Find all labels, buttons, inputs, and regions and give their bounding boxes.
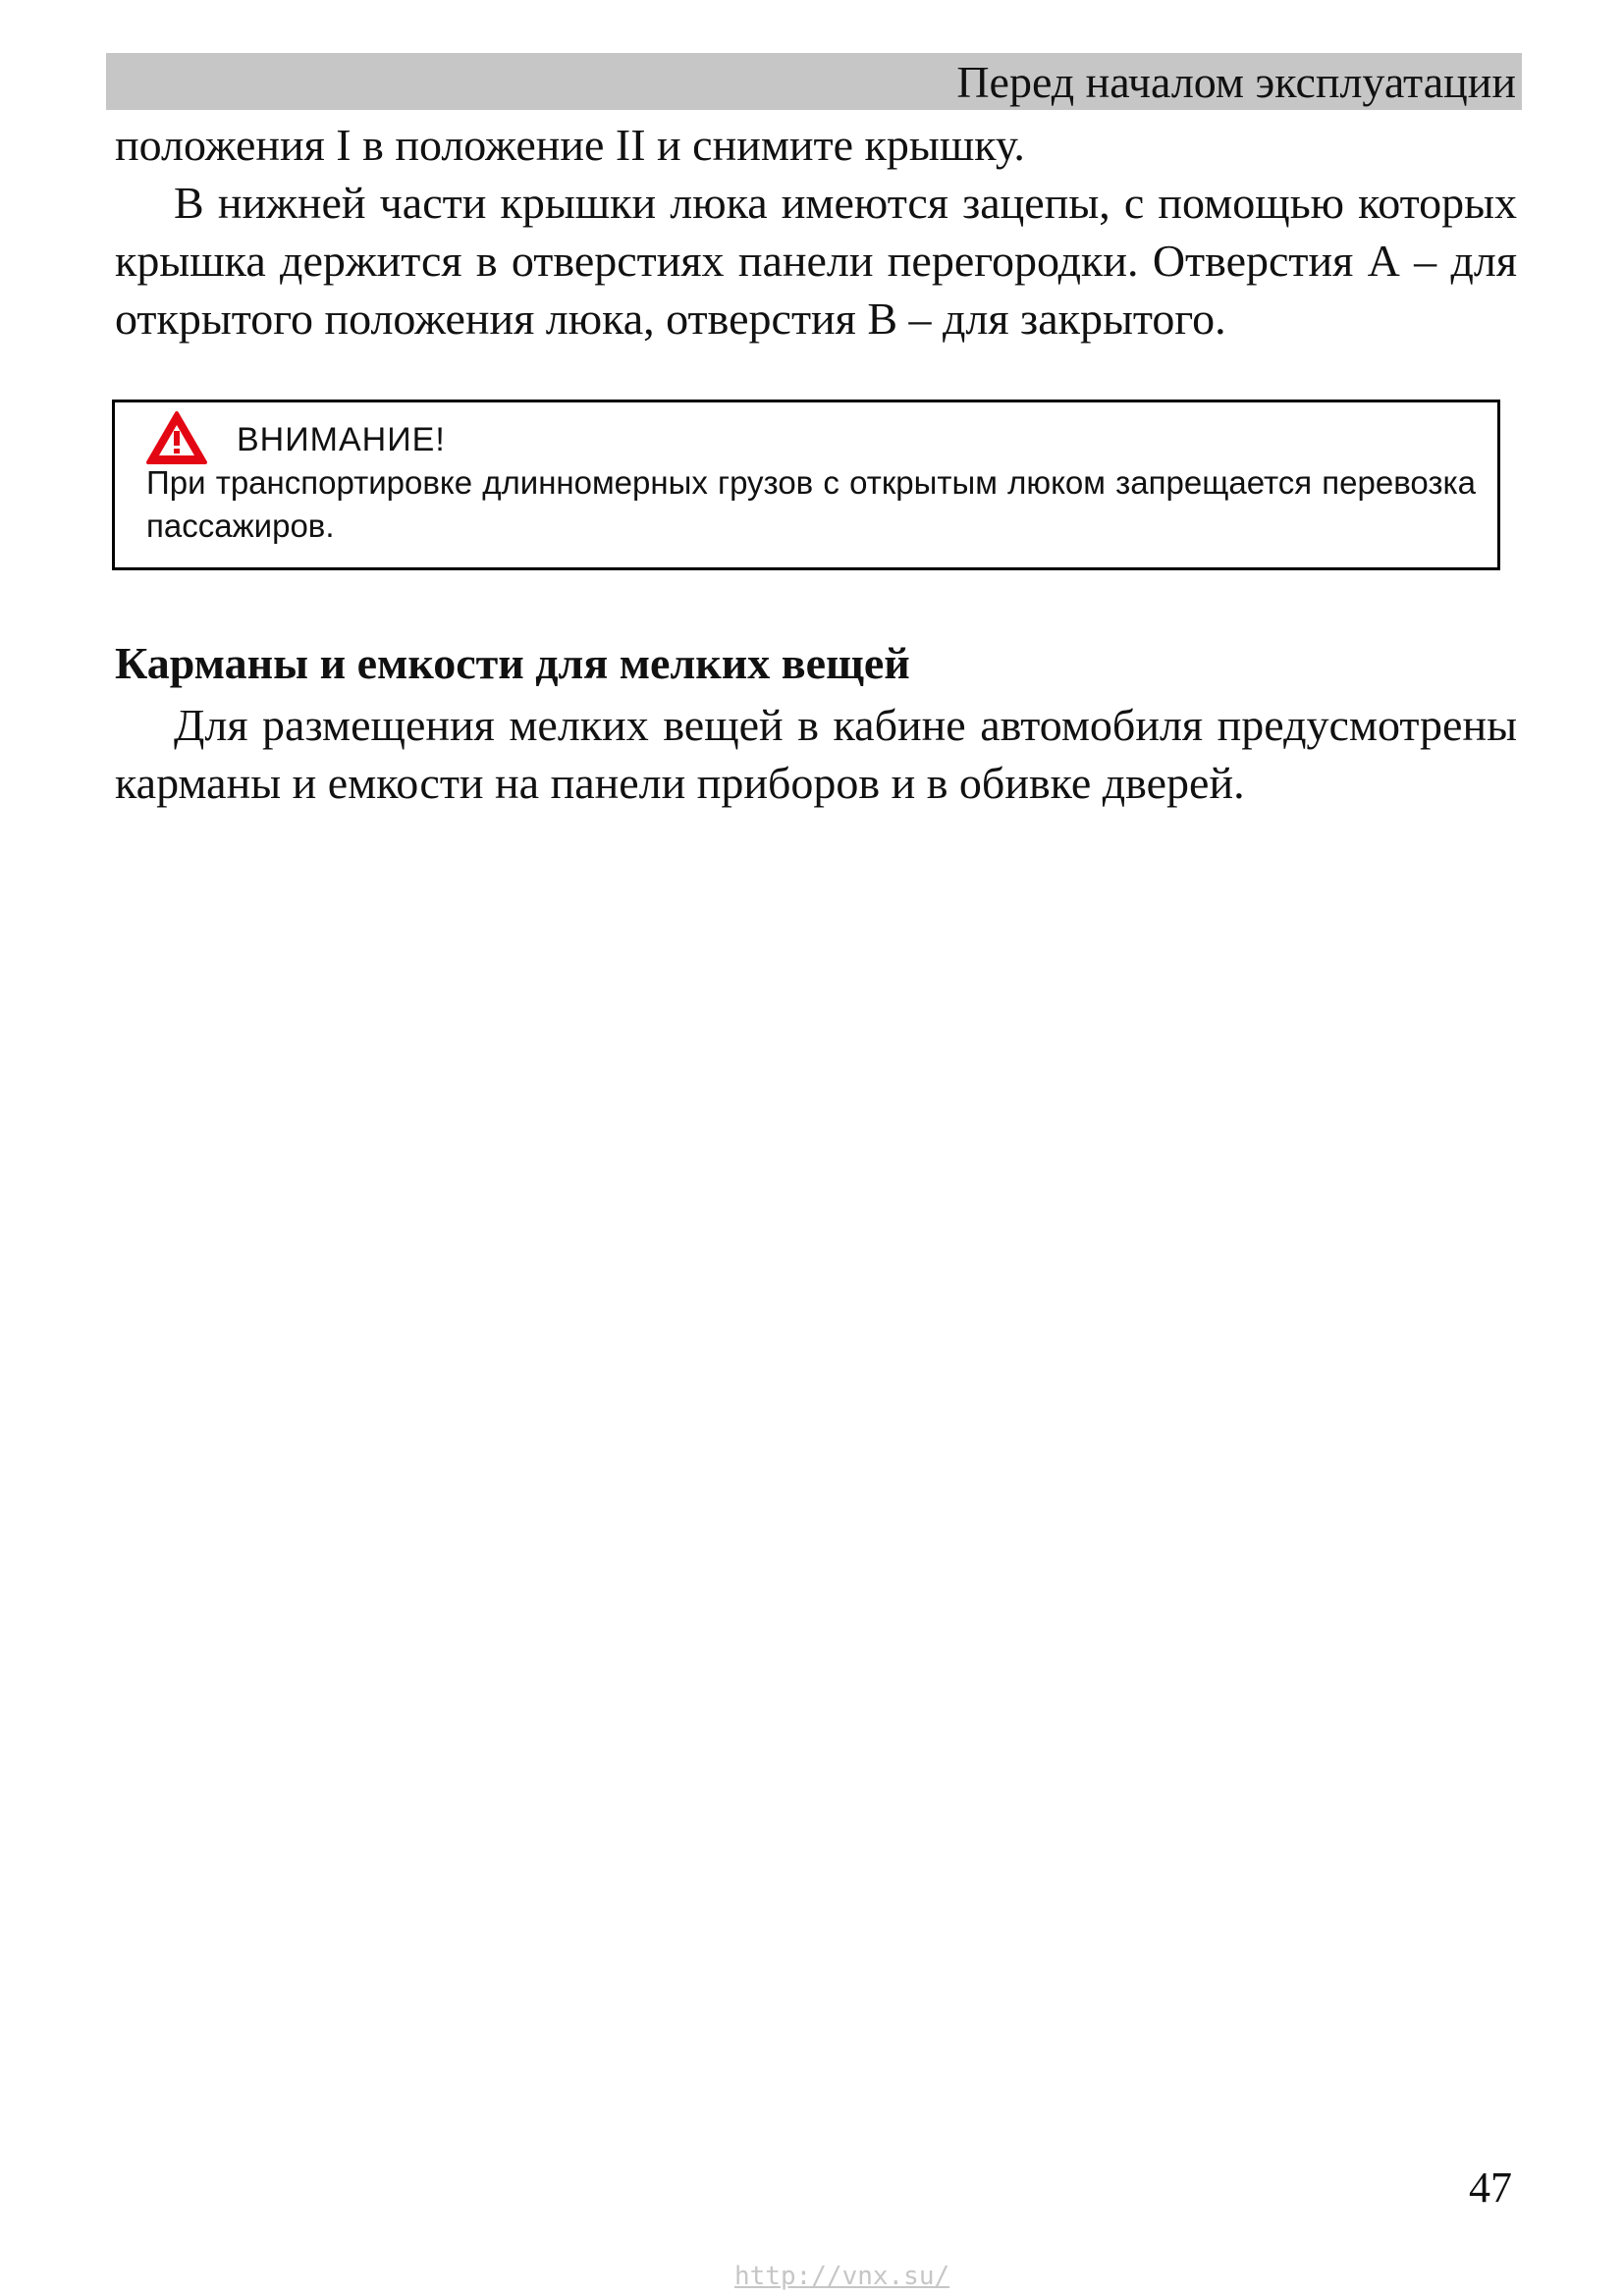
body-paragraph: положения I в положение II и снимите крышку. [115,120,1025,170]
running-header-title: Перед началом эксплуатации [956,57,1516,107]
body-paragraph: В нижней части крышки люка имеются зацепы, с помощью которых крышка держится в отверстиях панели перегородки. Отверстия А – для открытого положения люка, отверстия В – для закрытого. [115,178,1517,344]
warning-text: При транспортировке длинномерных грузов с открытым люком запрещается перевозка пассажиров. [146,464,1476,544]
running-header [106,53,1522,110]
section-heading: Карманы и емкости для мелких вещей [115,638,910,688]
warning-box [112,400,1500,570]
watermark-link[interactable]: http://vnx.su/ [734,2262,950,2291]
warning-triangle-icon [144,409,209,466]
section-paragraph: Для размещения мелких вещей в кабине автомобиля предусмотрены карманы и емкости на панели приборов и в обивке дверей. [115,700,1517,808]
warning-title: ВНИМАНИЕ! [237,421,446,458]
page-number: 47 [1469,2163,1512,2212]
